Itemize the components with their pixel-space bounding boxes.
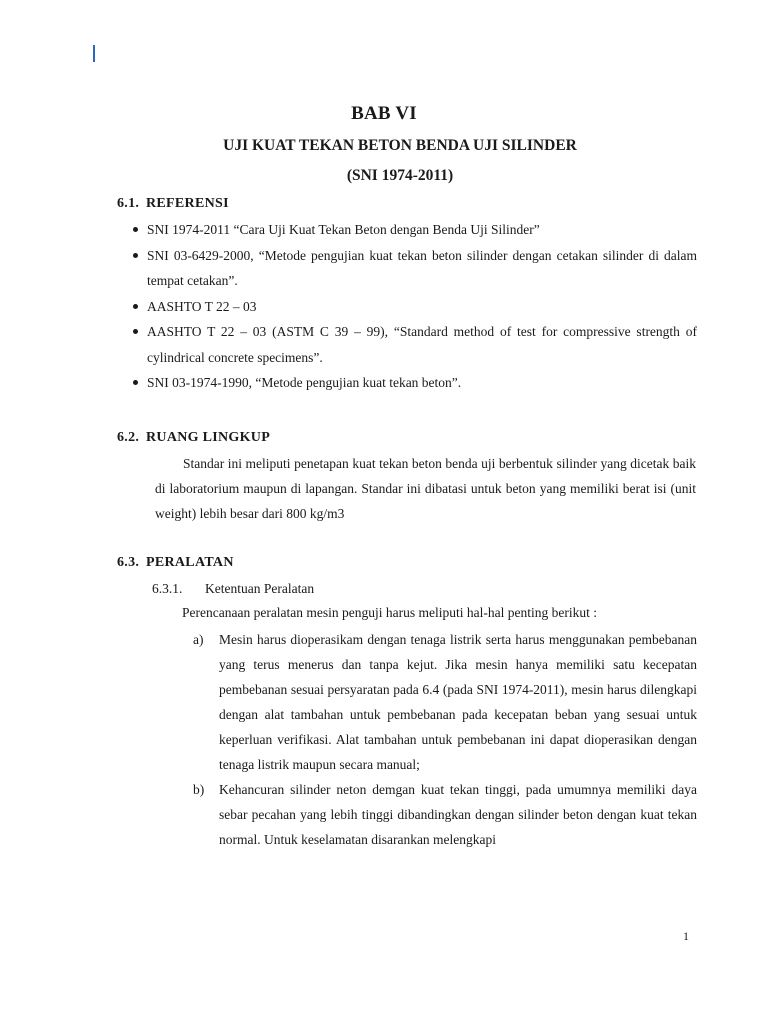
list-item xyxy=(193,627,697,777)
requirement-text: Kehancuran silinder neton demgan kuat tekan tinggi, pada umumnya memiliki daya sebar pecahan yang lebih tinggi dibandingkan dengan silinder beton dengan kuat tekan normal. Untuk keselamatan disarankan melengkapi xyxy=(219,782,697,847)
section-title: RUANG LINGKUP xyxy=(146,430,271,445)
subsection-intro: Perencanaan peralatan mesin penguji harus meliputi hal-hal penting berikut : xyxy=(182,605,597,620)
subsection-heading xyxy=(152,581,314,597)
section-title: PERALATAN xyxy=(146,555,234,570)
section-heading-referensi xyxy=(117,196,229,212)
section-number: 6.3. xyxy=(117,555,140,570)
subsection-title: Ketentuan Peralatan xyxy=(205,581,315,596)
list-item xyxy=(131,370,697,396)
reference-text: AASHTO T 22 – 03 (ASTM C 39 – 99), “Standard method of test for compressive strength of cylindrical concrete specimens”. xyxy=(147,324,697,365)
list-marker: b) xyxy=(193,782,205,797)
section-title: REFERENSI xyxy=(146,196,229,211)
list-item xyxy=(131,217,697,243)
chapter-title: BAB VI xyxy=(351,103,417,124)
list-item xyxy=(193,777,697,852)
list-item xyxy=(131,319,697,370)
subsection-number: 6.3.1. xyxy=(152,581,183,596)
text-cursor xyxy=(93,45,95,62)
list-marker: a) xyxy=(193,632,204,647)
reference-text: AASHTO T 22 – 03 xyxy=(147,298,257,314)
title-subtitle: (SNI 1974-2011) xyxy=(346,167,454,184)
reference-text: SNI 1974-2011 “Cara Uji Kuat Tekan Beton dengan Benda Uji Silinder” xyxy=(147,222,540,237)
list-item xyxy=(131,243,697,294)
page-number: 1 xyxy=(683,929,689,943)
scope-paragraph: Standar ini meliputi penetapan kuat tekan beton benda uji berbentuk silinder yang dicetak baik di laboratorium maupun di lapangan. Standar ini dibatasi untuk beton yang memiliki berat isi (unit weight) lebih besar dari 800 kg/m3 xyxy=(155,456,696,521)
section-number: 6.1. xyxy=(117,196,140,211)
requirements-list xyxy=(193,627,697,852)
section-heading-peralatan xyxy=(117,555,234,571)
reference-text: SNI 03-6429-2000, “Metode pengujian kuat tekan beton silinder dengan cetakan silinder di dalam tempat cetakan”. xyxy=(147,247,697,288)
reference-text: SNI 03-1974-1990, “Metode pengujian kuat tekan beton”. xyxy=(147,375,462,390)
section-heading-ruang-lingkup xyxy=(117,430,270,446)
requirement-text: Mesin harus dioperasikam dengan tenaga listrik serta harus menggunakan pembebanan yang terus menerus dan tanpa kejut. Jika mesin hanya memiliki satu kecepatan pembebanan sesuai persyaratan pada 6.4 (pada SNI 1974-2011), mesin harus dilengkapi dengan alat tambahan untuk pembebanan pada kecepatan beban yang sesuai untuk keperluan verifikasi. Alat tambahan untuk pembebanan ini dapat dioperasikan dengan tenaga listrik maupun secara manual; xyxy=(219,632,697,772)
main-title: UJI KUAT TEKAN BETON BENDA UJI SILINDER xyxy=(223,137,577,154)
reference-list xyxy=(131,217,697,396)
list-item xyxy=(131,294,697,320)
section-number: 6.2. xyxy=(117,430,140,445)
